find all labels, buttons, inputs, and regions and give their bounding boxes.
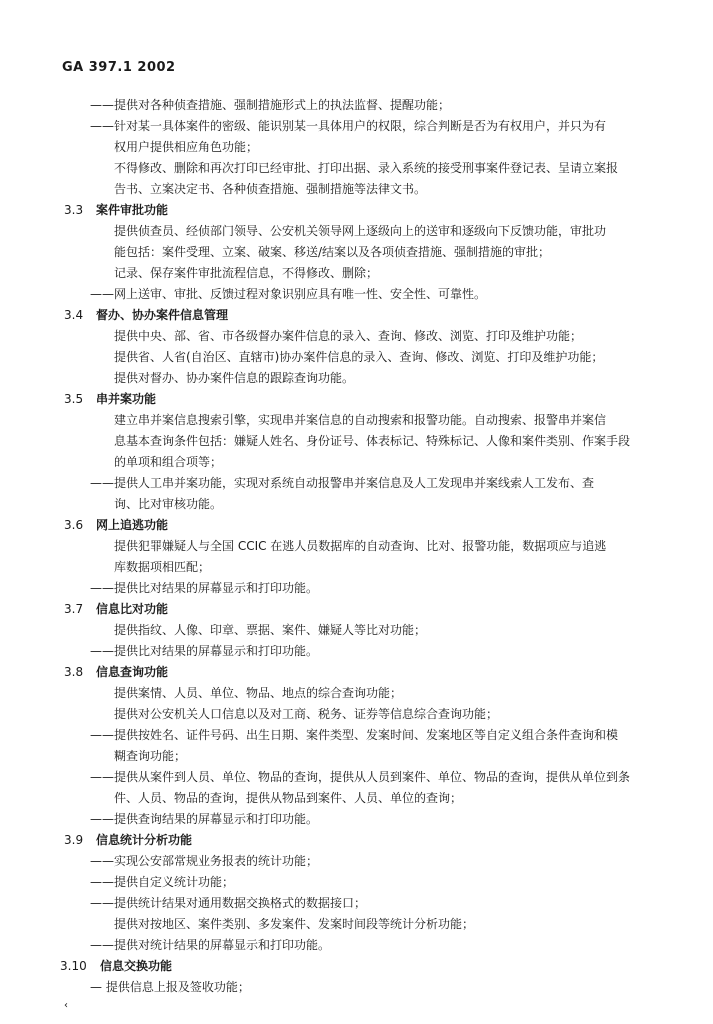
text-line: ——提供比对结果的屏幕显示和打印功能。	[90, 644, 319, 658]
section-title: 信息交换功能	[100, 959, 173, 973]
text-line: 记录、保存案件审批流程信息，不得修改、删除；	[114, 266, 379, 280]
section-number: 3.7	[64, 602, 84, 616]
section-number: 3.3	[64, 203, 84, 217]
text-line: — 提供信息上报及签收功能；	[90, 980, 250, 994]
text-line: 糊查询功能；	[114, 749, 187, 763]
text-line: 不得修改、删除和再次打印已经审批、打印出据、录入系统的接受刑事案件登记表、呈请立案报	[114, 161, 619, 175]
text-line: ——提供查询结果的屏幕显示和打印功能。	[90, 812, 319, 826]
text-line: 询、比对审核功能。	[114, 497, 223, 511]
text-line: 提供犯罪嫌疑人与全国 CCIC 在逃人员数据库的自动查询、比对、报警功能，数据项应与追逃	[114, 539, 607, 553]
document-header: GA 397.1 2002	[62, 60, 176, 75]
text-line: 提供对督办、协办案件信息的跟踪查询功能。	[114, 371, 355, 385]
text-line: ——提供人工串并案功能，实现对系统自动报警串并案信息及人工发现串并案线索人工发布、查	[90, 476, 595, 490]
section-number: 3.10	[60, 959, 87, 973]
section-number: 3.5	[64, 392, 84, 406]
text-line: 提供案情、人员、单位、物品、地点的综合查询功能；	[114, 686, 403, 700]
section-title: 督办、协办案件信息管理	[96, 308, 229, 322]
text-line: 提供侦查员、经侦部门领导、公安机关领导网上逐级向上的送审和逐级向下反馈功能，审批功	[114, 224, 607, 238]
text-line: 提供省、人省(自治区、直辖市)协办案件信息的录入、查询、修改、浏览、打印及维护功能；	[114, 350, 604, 364]
text-line: 提供指纹、人像、印章、票据、案件、嫌疑人等比对功能；	[114, 623, 427, 637]
text-line: ——提供自定义统计功能；	[90, 875, 235, 889]
page-footer-mark: ‹	[64, 1000, 68, 1011]
section-number: 3.6	[64, 518, 84, 532]
text-line: 件、人员、物品的查询，提供从物品到案件、人员、单位的查询；	[114, 791, 463, 805]
section-title: 信息比对功能	[96, 602, 169, 616]
section-number: 3.8	[64, 665, 84, 679]
text-line: 提供对公安机关人口信息以及对工商、税务、证券等信息综合查询功能；	[114, 707, 499, 721]
text-line: 息基本查询条件包括：嫌疑人姓名、身份证号、体表标记、特殊标记、人像和案件类别、作案手段	[114, 434, 631, 448]
section-number: 3.9	[64, 833, 84, 847]
section-title: 信息查询功能	[96, 665, 169, 679]
text-line: ——提供比对结果的屏幕显示和打印功能。	[90, 581, 319, 595]
section-number: 3.4	[64, 308, 84, 322]
text-line: ——提供按姓名、证件号码、出生日期、案件类型、发案时间、发案地区等自定义组合条件查询和模	[90, 728, 619, 742]
section-title: 案件审批功能	[96, 203, 169, 217]
text-line: ——提供从案件到人员、单位、物品的查询，提供从人员到案件、单位、物品的查询，提供从单位到条	[90, 770, 631, 784]
section-title: 信息统计分析功能	[96, 833, 193, 847]
text-line: 权用户提供相应角色功能；	[114, 140, 259, 154]
text-line: ——提供统计结果对通用数据交换格式的数据接口；	[90, 896, 367, 910]
text-line: ——网上送审、审批、反馈过程对象识别应具有唯一性、安全性、可靠性。	[90, 287, 487, 301]
section-title: 网上追逃功能	[96, 518, 169, 532]
text-line: 建立串并案信息搜索引擎，实现串并案信息的自动搜索和报警功能。自动搜索、报警串并案信	[114, 413, 607, 427]
text-line: 能包括：案件受理、立案、破案、移送/结案以及各项侦查措施、强制措施的审批；	[114, 245, 551, 259]
section-title: 串并案功能	[96, 392, 157, 406]
text-line: 提供对按地区、案件类别、多发案件、发案时间段等统计分析功能；	[114, 917, 475, 931]
text-line: ——提供对统计结果的屏幕显示和打印功能。	[90, 938, 331, 952]
text-line: 的单项和组合项等；	[114, 455, 223, 469]
text-line: 告书、立案决定书、各种侦查措施、强制措施等法律文书。	[114, 182, 427, 196]
text-line: 提供中央、部、省、市各级督办案件信息的录入、查询、修改、浏览、打印及维护功能；	[114, 329, 583, 343]
text-line: 库数据项相匹配；	[114, 560, 211, 574]
text-line: ——针对某一具体案件的密级、能识别某一具体用户的权限，综合判断是否为有权用户，并只为有	[90, 119, 607, 133]
text-line: ——实现公安部常规业务报表的统计功能；	[90, 854, 319, 868]
text-line: ——提供对各种侦查措施、强制措施形式上的执法监督、提醒功能；	[90, 98, 451, 112]
